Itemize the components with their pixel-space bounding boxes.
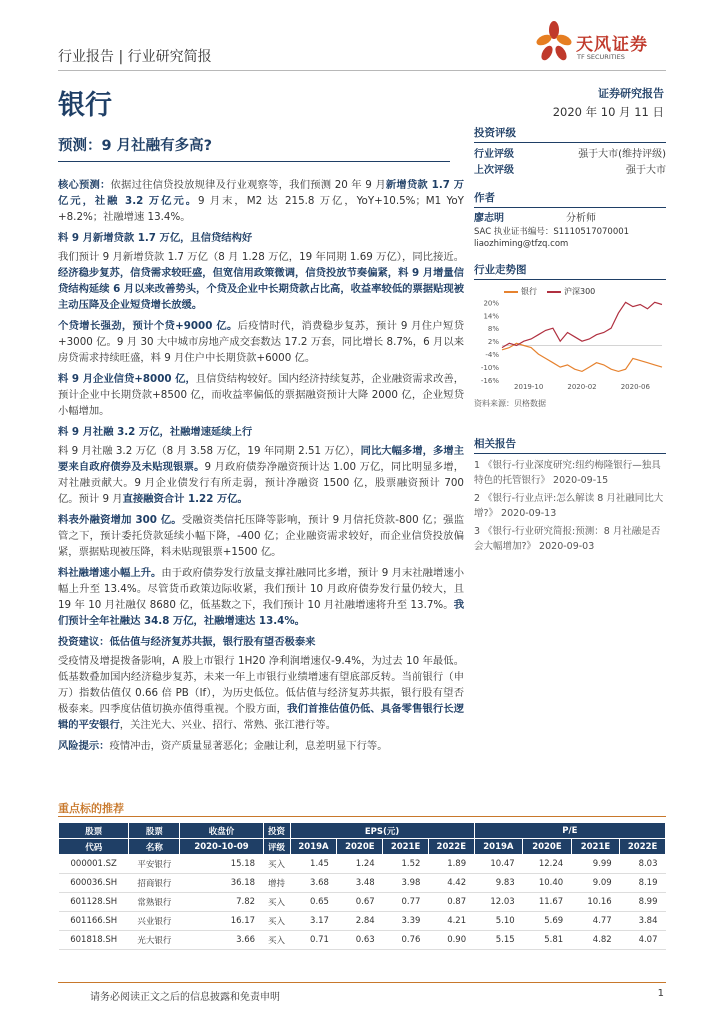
th-code: 股票 [59, 823, 129, 839]
th-price: 收盘价 [180, 823, 263, 839]
corporate-loans-paragraph: 料 9 月企业信贷+8000 亿，且信贷结构较好。国内经济持续复苏，企业融资需求改善，预计企业中长期贷款+8500 亿，而收益率偏低的票据融资预计大降 2000 亿，企业短贷小幅增加。 [58, 373, 464, 417]
trend-chart [474, 284, 666, 394]
main-content [58, 177, 464, 759]
rating-heading: 投资评级 [474, 125, 666, 143]
author-email[interactable]: liaozhiming@tfzq.com [474, 239, 569, 249]
th-rating-2: 评级 [263, 839, 290, 855]
related-report-3[interactable]: 3 《银行-行业研究简报:预测：8 月社融是否会大幅增加?》 2020-09-03 [474, 526, 661, 552]
report-type: 证券研究报告 [598, 87, 664, 100]
table-row: 000001.SZ 平安银行 15.18 买入 1.45 1.24 1.52 1.89 10.47 12.24 9.99 8.03 [59, 855, 666, 874]
section-heading-loans: 料 9 月新增贷款 1.7 万亿，且信贷结构好 [58, 232, 253, 244]
loans-paragraph: 我们预计 9 月新增贷款 1.7 万亿（8 月 1.28 万亿，19 年同期 1.69 万亿），同比接近。经济稳步复苏，信贷需求较旺盛，但宽信用政策微调，信贷投放节奏偏紧，料 9 月增量信贷结构延续 6 月以来改善势头，个贷及企业中长期贷款占比高，收益率较低的票据贴现被主动压降及企业短贷增长放缓。 [58, 251, 464, 311]
th-code-2: 代码 [59, 839, 129, 855]
risk-paragraph: 风险提示：疫情冲击，资产质量显著恶化；金融让利，息差明显下行等。 [58, 740, 388, 752]
report-date: 2020 年 10 月 11 日 [552, 105, 664, 119]
x-tick-label: 2019-10 [514, 383, 544, 391]
x-tick-label: 2020-02 [567, 383, 597, 391]
th-pe-2020: 2020E [523, 839, 572, 855]
investment-paragraph: 受疫情及增提拨备影响，A 股上市银行 1H20 净利润增速仅-9.4%，为过去 10 年最低。低基数叠加国内经济稳步复苏，未来一年上市银行业绩增速有望底部反转。当前银行（申万）指数估值仅 0.66 倍 PB（lf），为历史低位。低估值与经济复苏共振，银行股有望否极泰来。四季度估值切换亦值得重视。个股方面，我们首推估值仍低、具备零售银行长逻辑的平安银行，关注光大、兴业、招行、常熟、张江港行等。 [58, 655, 465, 731]
x-tick-label: 2020-06 [620, 383, 650, 391]
legend-hs300: 沪深300 [547, 286, 595, 297]
rating-row-previous: 上次评级 强于大市 [474, 165, 666, 176]
rating-box [474, 125, 666, 179]
table-title: 重点标的推荐 [58, 802, 124, 815]
th-name: 股票 [129, 823, 180, 839]
chart-source: 资料来源：贝格数据 [474, 399, 546, 408]
author-name-row [474, 212, 666, 226]
y-tick-label: 20% [483, 299, 499, 308]
th-eps-2019: 2019A [290, 839, 337, 855]
author-name: 廖志明 [474, 213, 504, 224]
series-line-hs300 [502, 302, 662, 347]
th-pe-2021: 2021E [571, 839, 620, 855]
y-tick-label: 8% [487, 325, 499, 334]
th-pe-2022: 2022E [620, 839, 666, 855]
report-title: 预测：9 月社融有多高? [58, 134, 450, 162]
footer-disclaimer: 请务必阅读正文之后的信息披露和免责申明 [90, 992, 280, 1003]
table-row: 601818.SH 光大银行 3.66 买入 0.71 0.63 0.76 0.90 5.15 5.81 4.82 4.07 [59, 931, 666, 950]
trend-chart-svg [474, 284, 666, 394]
th-pe-2019: 2019A [474, 839, 523, 855]
th-name-2: 名称 [129, 839, 180, 855]
legend-bank: 银行 [504, 286, 537, 297]
author-title: 分析师 [566, 213, 596, 224]
y-tick-label: -16% [480, 377, 499, 385]
series-line-bank [502, 343, 662, 371]
related-box [474, 436, 666, 557]
off-balance-paragraph: 料表外融资增加 300 亿。受融资类信托压降等影响，预计 9 月信托贷款-800 亿；强监管之下，预计委托贷款延续小幅下降，-400 亿；企业融资需求较好，而企业信贷投放偏紧，票据贴现被压降，料未贴现银票+1500 亿。 [58, 514, 464, 558]
tsf-growth-paragraph: 料社融增速小幅上升。由于政府债券发行放量支撑社融同比多增，预计 9 月末社融增速小幅上升至 13.4%。尽管货币政策边际收紧，我们预计 10 月政府债券发行量仍较大，且 19 年 10 月社融仅 8680 亿，低基数之下，我们预计 10 月社融增速将升至 13.7%。我们预计全年社融达 34.8 万亿，社融增速达 13.4%。 [58, 567, 464, 627]
logo-text-en: TF SECURITIES [577, 53, 625, 61]
author-cert: SAC 执业证书编号：S1110517070001 [474, 227, 630, 237]
table-header-row-1 [59, 823, 666, 839]
related-report-1[interactable]: 1 《银行-行业深度研究:纽约梅隆银行—独具特色的托管银行》 2020-09-15 [474, 460, 661, 486]
logo-flower-icon [534, 20, 574, 64]
y-tick-label: 14% [483, 312, 499, 321]
rating-row-current: 行业评级 强于大市(维持评级) [474, 149, 666, 160]
recommendation-table [58, 822, 666, 950]
tsf-paragraph: 料 9 月社融 3.2 万亿（8 月 3.58 万亿，19 年同期 2.51 万亿），同比大幅多增，多增主要来自政府债券及未贴现银票。9 月政府债券净融资预计达 1.00 万亿，同比明显多增，对社融贡献大。9 月企业债发行有所走弱，预计净融资 1500 亿，股票融资预计 700 亿。预计 9 月直接融资合计 1.22 万亿。 [58, 445, 465, 505]
related-heading: 相关报告 [474, 436, 666, 454]
logo-text-cn: 天风证券 [576, 35, 648, 55]
y-tick-label: -10% [480, 364, 499, 373]
th-price-date: 2020-10-09 [180, 839, 263, 855]
y-tick-label: 2% [487, 338, 499, 347]
table-row: 601128.SH 常熟银行 7.82 买入 0.65 0.67 0.77 0.87 12.03 11.67 10.16 8.99 [59, 893, 666, 912]
trend-heading: 行业走势图 [474, 262, 666, 280]
th-eps-2021: 2021E [383, 839, 429, 855]
table-row: 600036.SH 招商银行 36.18 增持 3.68 3.48 3.98 4.42 9.83 10.40 9.09 8.19 [59, 874, 666, 893]
table-title-divider [58, 816, 666, 817]
related-report-2[interactable]: 2 《银行-行业点评:怎么解读 8 月社融同比大增?》 2020-09-13 [474, 493, 664, 519]
personal-loans-paragraph: 个贷增长强劲，预计个贷+9000 亿。后疫情时代，消费稳步复苏，预计 9 月住户短贷+3000 亿。9 月 30 大中城市房地产成交套数达 17.2 万套，同比增长 8.7%，6 月以来房贷需求持续旺盛，料 9 月住户中长期贷款+6000 亿。 [58, 320, 464, 364]
footer-divider [58, 982, 666, 983]
report-category: 行业报告 | 行业研究简报 [58, 49, 212, 65]
header-divider [58, 70, 666, 71]
trend-box [474, 262, 666, 409]
author-heading: 作者 [474, 190, 666, 208]
th-eps: EPS(元) [290, 823, 474, 839]
section-heading-tsf: 料 9 月社融 3.2 万亿，社融增速延续上行 [58, 426, 253, 438]
section-heading-investment: 投资建议：低估值与经济复苏共振，银行股有望否极泰来 [58, 636, 316, 648]
author-box [474, 190, 666, 250]
th-eps-2022: 2022E [428, 839, 474, 855]
table-row: 601166.SH 兴业银行 16.17 买入 3.17 2.84 3.39 4.21 5.10 5.69 4.77 3.84 [59, 912, 666, 931]
sector-title: 银行 [58, 90, 112, 121]
core-forecast-paragraph: 核心预测：依据过往信贷投放规律及行业观察等，我们预测 20 年 9 月新增贷款 1.7 万亿元，社融 3.2 万亿元。9 月末，M2 达 215.8 万亿，YoY+10.5%；M1 YoY +8.2%；社融增速 13.4%。 [58, 179, 464, 223]
y-tick-label: -4% [485, 351, 499, 360]
company-logo [534, 20, 669, 66]
page-number: 1 [657, 988, 664, 999]
th-pe: P/E [474, 823, 665, 839]
table-header-row-2 [59, 839, 666, 855]
th-eps-2020: 2020E [337, 839, 383, 855]
th-rating: 投资 [263, 823, 290, 839]
